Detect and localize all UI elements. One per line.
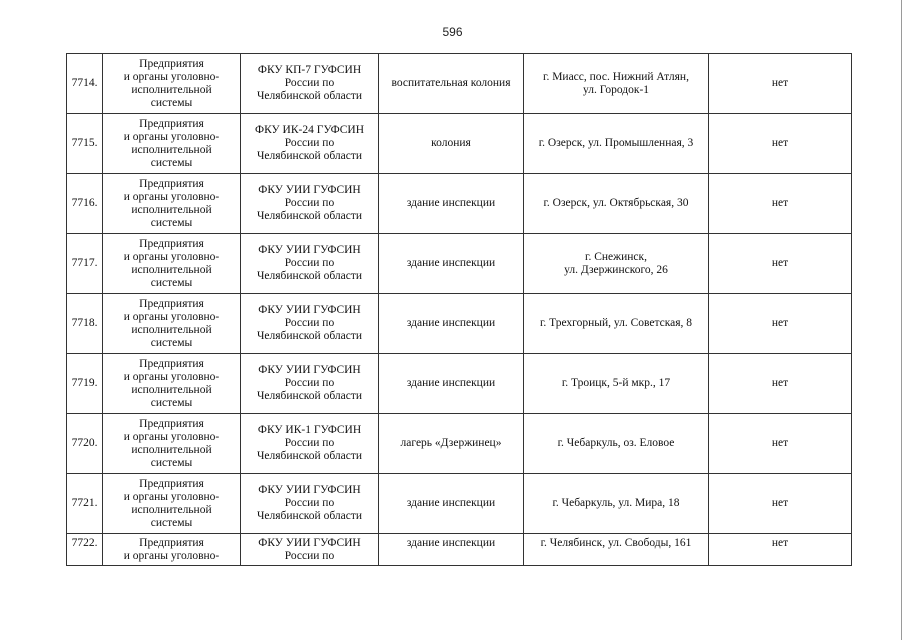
organization-cell: ФКУ УИИ ГУФСИН России по (241, 534, 379, 566)
value-cell: нет (709, 54, 852, 114)
facility-type-cell: колония (379, 114, 524, 174)
category-cell: Предприятия и органы уголовно- исполнительной системы (103, 474, 241, 534)
table-row (67, 414, 852, 474)
address-cell: г. Миасс, пос. Нижний Атлян, ул. Городок-1 (524, 54, 709, 114)
row-number: 7714. (67, 54, 103, 114)
organization-cell: ФКУ ИК-1 ГУФСИН России по Челябинской области (241, 414, 379, 474)
category-cell: Предприятия и органы уголовно- исполнительной системы (103, 54, 241, 114)
table-row (67, 174, 852, 234)
table-row (67, 354, 852, 414)
address-cell: г. Троицк, 5-й мкр., 17 (524, 354, 709, 414)
category-cell: Предприятия и органы уголовно- исполнительной системы (103, 294, 241, 354)
category-cell: Предприятия и органы уголовно- (103, 534, 241, 566)
value-cell: нет (709, 534, 852, 566)
category-cell: Предприятия и органы уголовно- исполнительной системы (103, 354, 241, 414)
value-cell: нет (709, 114, 852, 174)
table-row (67, 294, 852, 354)
row-number: 7719. (67, 354, 103, 414)
row-number: 7722. (67, 534, 103, 566)
organization-cell: ФКУ УИИ ГУФСИН России по Челябинской области (241, 174, 379, 234)
facility-type-cell: здание инспекции (379, 174, 524, 234)
row-number: 7715. (67, 114, 103, 174)
address-cell: г. Чебаркуль, оз. Еловое (524, 414, 709, 474)
address-cell: г. Челябинск, ул. Свободы, 161 (524, 534, 709, 566)
organization-cell: ФКУ УИИ ГУФСИН России по Челябинской области (241, 474, 379, 534)
value-cell: нет (709, 294, 852, 354)
category-cell: Предприятия и органы уголовно- исполнительной системы (103, 174, 241, 234)
table-row (67, 114, 852, 174)
organization-cell: ФКУ ИК-24 ГУФСИН России по Челябинской области (241, 114, 379, 174)
row-number: 7718. (67, 294, 103, 354)
address-cell: г. Озерск, ул. Октябрьская, 30 (524, 174, 709, 234)
value-cell: нет (709, 354, 852, 414)
facility-type-cell: здание инспекции (379, 294, 524, 354)
facility-type-cell: здание инспекции (379, 234, 524, 294)
facility-type-cell: здание инспекции (379, 474, 524, 534)
page-edge-line (901, 0, 902, 640)
facility-type-cell: здание инспекции (379, 354, 524, 414)
address-cell: г. Озерск, ул. Промышленная, 3 (524, 114, 709, 174)
category-cell: Предприятия и органы уголовно- исполнительной системы (103, 414, 241, 474)
facility-type-cell: воспитательная колония (379, 54, 524, 114)
row-number: 7717. (67, 234, 103, 294)
value-cell: нет (709, 234, 852, 294)
address-cell: г. Трехгорный, ул. Советская, 8 (524, 294, 709, 354)
registry-table (66, 53, 852, 566)
organization-cell: ФКУ УИИ ГУФСИН России по Челябинской области (241, 294, 379, 354)
facility-type-cell: здание инспекции (379, 534, 524, 566)
organization-cell: ФКУ КП-7 ГУФСИН России по Челябинской области (241, 54, 379, 114)
table-row (67, 234, 852, 294)
category-cell: Предприятия и органы уголовно- исполнительной системы (103, 114, 241, 174)
value-cell: нет (709, 414, 852, 474)
value-cell: нет (709, 474, 852, 534)
row-number: 7716. (67, 174, 103, 234)
category-cell: Предприятия и органы уголовно- исполнительной системы (103, 234, 241, 294)
value-cell: нет (709, 174, 852, 234)
table-row (67, 534, 852, 566)
address-cell: г. Чебаркуль, ул. Мира, 18 (524, 474, 709, 534)
row-number: 7721. (67, 474, 103, 534)
registry-table-body (67, 54, 852, 566)
organization-cell: ФКУ УИИ ГУФСИН России по Челябинской области (241, 234, 379, 294)
facility-type-cell: лагерь «Дзержинец» (379, 414, 524, 474)
row-number: 7720. (67, 414, 103, 474)
page-number: 596 (442, 25, 463, 39)
table-row (67, 54, 852, 114)
table-row (67, 474, 852, 534)
organization-cell: ФКУ УИИ ГУФСИН России по Челябинской области (241, 354, 379, 414)
address-cell: г. Снежинск, ул. Дзержинского, 26 (524, 234, 709, 294)
